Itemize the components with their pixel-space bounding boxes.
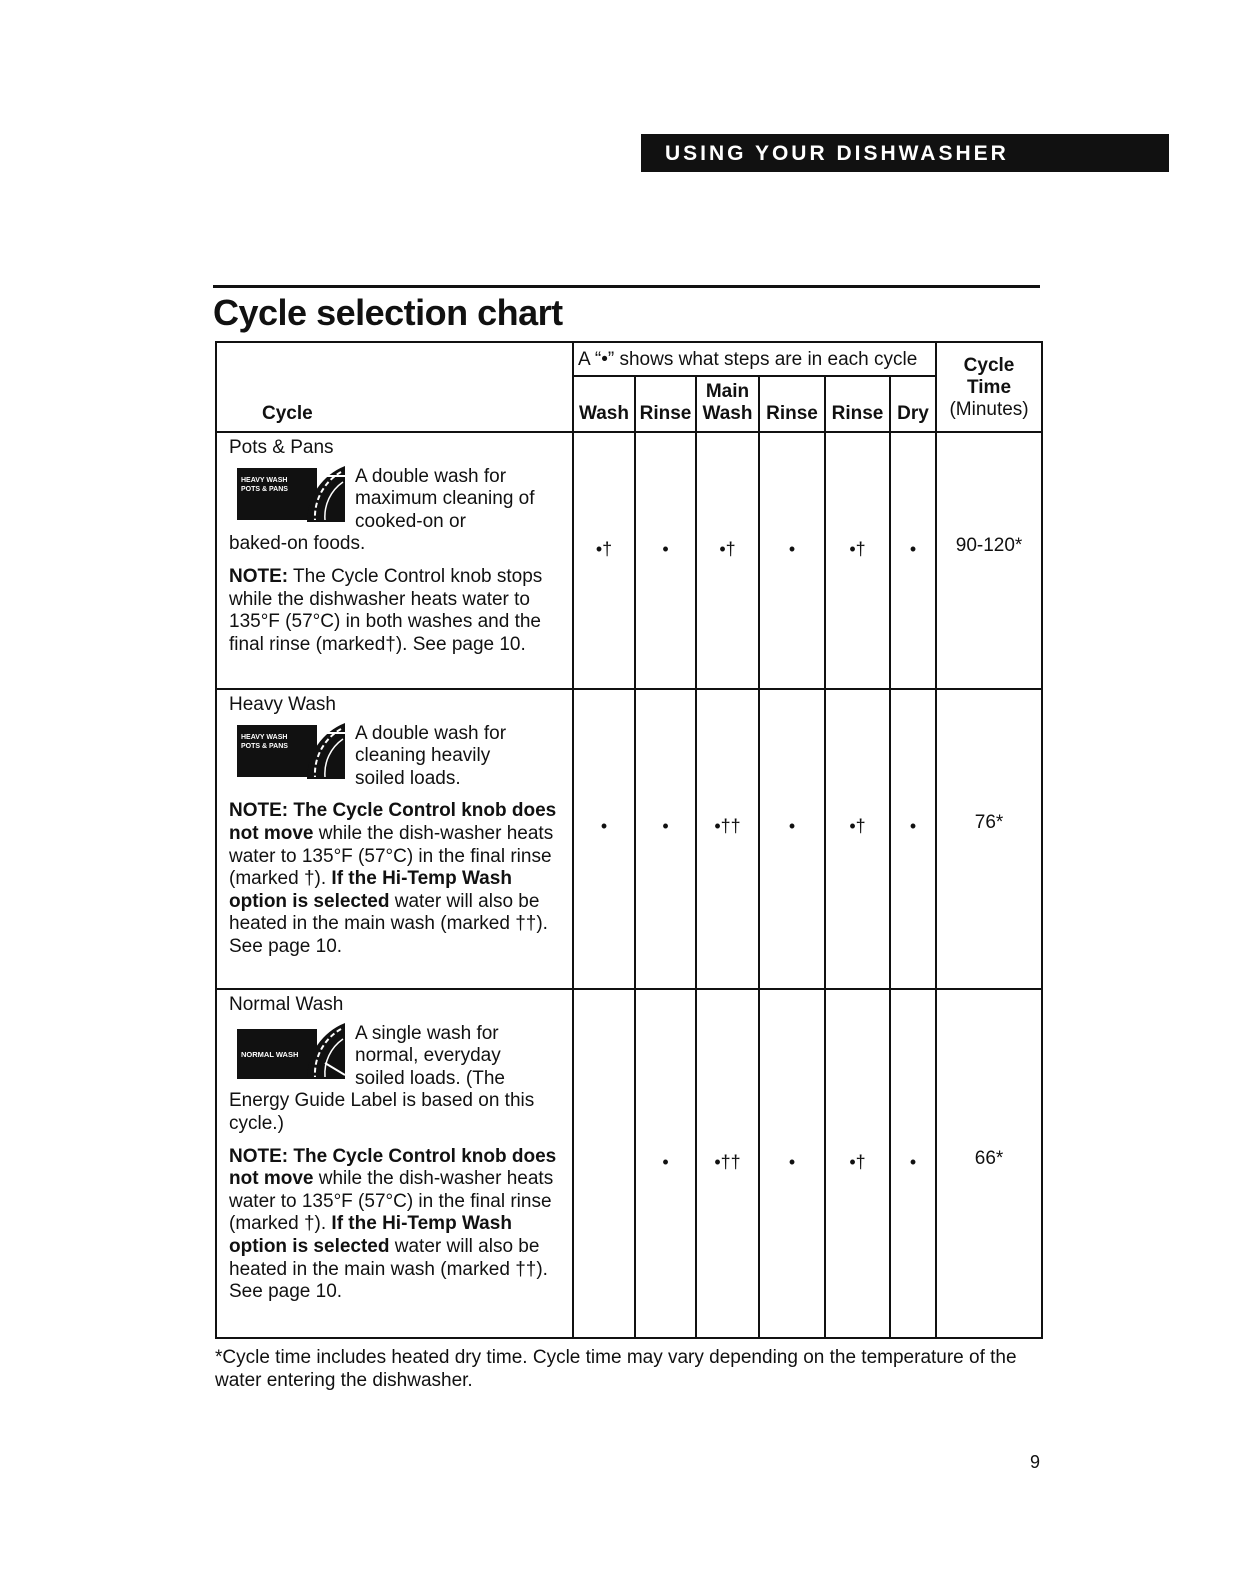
title-rule [213,285,1040,288]
header-time-line2: Time [967,377,1012,398]
step-mark: • [890,432,936,689]
note-bold: NOTE: The Cycle Control knob does not move [229,1145,557,1190]
header-time-line1: Cycle [963,355,1015,376]
note-bold: If the Hi-Temp Wash option is selected [229,1213,512,1257]
step-mark: • [635,989,696,1338]
page-number: 9 [1030,1452,1041,1472]
header-cycle: Cycle [216,342,573,432]
table-row [216,689,1042,989]
cycle-description-continued: baked-on foods. [229,533,366,555]
header-cycle-time [936,342,1042,432]
note-bold: If the Hi-Temp Wash option is selected [229,868,512,912]
header-step-0: Wash [573,376,635,432]
svg-text:HEAVY WASH: HEAVY WASH [241,476,288,484]
page-title: Cycle selection chart [213,292,563,333]
step-mark: •† [573,432,635,689]
cycle-description-cell [216,689,573,989]
cycle-description-continued: Energy Guide Label is based on this cycle.) [229,1090,535,1134]
step-mark: •†† [696,689,759,989]
step-mark: • [759,432,825,689]
cycle-time: 66* [936,989,1042,1338]
cycle-note [229,566,562,656]
note-text: while the dish-washer heats water to 135°F (57°C) in the final rinse (marked †). [229,1168,554,1235]
step-mark: •†† [696,989,759,1338]
step-mark: •† [696,432,759,689]
cycle-knob-icon [237,466,345,534]
cycle-name: Heavy Wash [229,694,336,715]
svg-text:POTS & PANS: POTS & PANS [241,485,288,493]
table-row [216,989,1042,1338]
step-mark: •† [825,432,890,689]
cycle-description: A single wash for normal, everyday soiled loads. (The [355,1022,505,1089]
header-step-5: Dry [890,376,936,432]
step-mark [573,989,635,1338]
cycle-description-cell [216,989,573,1338]
note-bold: NOTE: [229,565,289,587]
svg-text:POTS & PANS: POTS & PANS [241,742,288,750]
step-mark: • [890,989,936,1338]
section-banner: USING YOUR DISHWASHER [641,134,1169,172]
cycle-time: 76* [936,689,1042,989]
note-bold: NOTE: The Cycle Control knob does not move [229,800,557,844]
cycle-knob-icon [237,723,345,791]
step-mark: • [759,689,825,989]
header-step-2: Main Wash [696,376,759,432]
note-text: while the dish-washer heats water to 135°F (57°C) in the final rinse (marked †). [229,822,554,890]
step-mark: • [573,689,635,989]
step-mark: • [635,432,696,689]
step-mark: •† [825,989,890,1338]
cycle-selection-table [215,341,1043,1339]
note-text: water will also be heated in the main wash (marked ††). See page 10. [229,1235,548,1303]
footnote: *Cycle time includes heated dry time. Cycle time may vary depending on the temperature of the water entering the dishwasher. [215,1347,1017,1391]
step-mark: • [759,989,825,1338]
cycle-name: Normal Wash [229,994,344,1015]
note-text: The Cycle Control knob stops while the dishwasher heats water to 135°F (57°C) in both washes and the final rinse (marked†). See page 10. [229,565,543,655]
note-text: water will also be heated in the main wash (marked ††). See page 10. [229,890,548,957]
cycle-knob-icon [237,1023,345,1091]
header-step-1: Rinse [635,376,696,432]
step-mark: •† [825,689,890,989]
header-step-3: Rinse [759,376,825,432]
cycle-description-cell [216,432,573,689]
cycle-note [229,1146,562,1304]
cycle-name: Pots & Pans [229,437,334,458]
cycle-time: 90-120* [936,432,1042,689]
header-time-line3: (Minutes) [949,399,1029,420]
svg-text:HEAVY WASH: HEAVY WASH [241,733,288,741]
cycle-description: A double wash for cleaning heavily soiled loads. [355,722,507,789]
step-mark: • [635,689,696,989]
cycle-note [229,800,562,958]
header-legend: A “•” shows what steps are in each cycle [573,342,936,376]
header-step-4: Rinse [825,376,890,432]
cycle-description: A double wash for maximum cleaning of cooked-on or [355,465,535,532]
svg-text:NORMAL WASH: NORMAL WASH [241,1049,299,1059]
table-row [216,432,1042,689]
step-mark: • [890,689,936,989]
